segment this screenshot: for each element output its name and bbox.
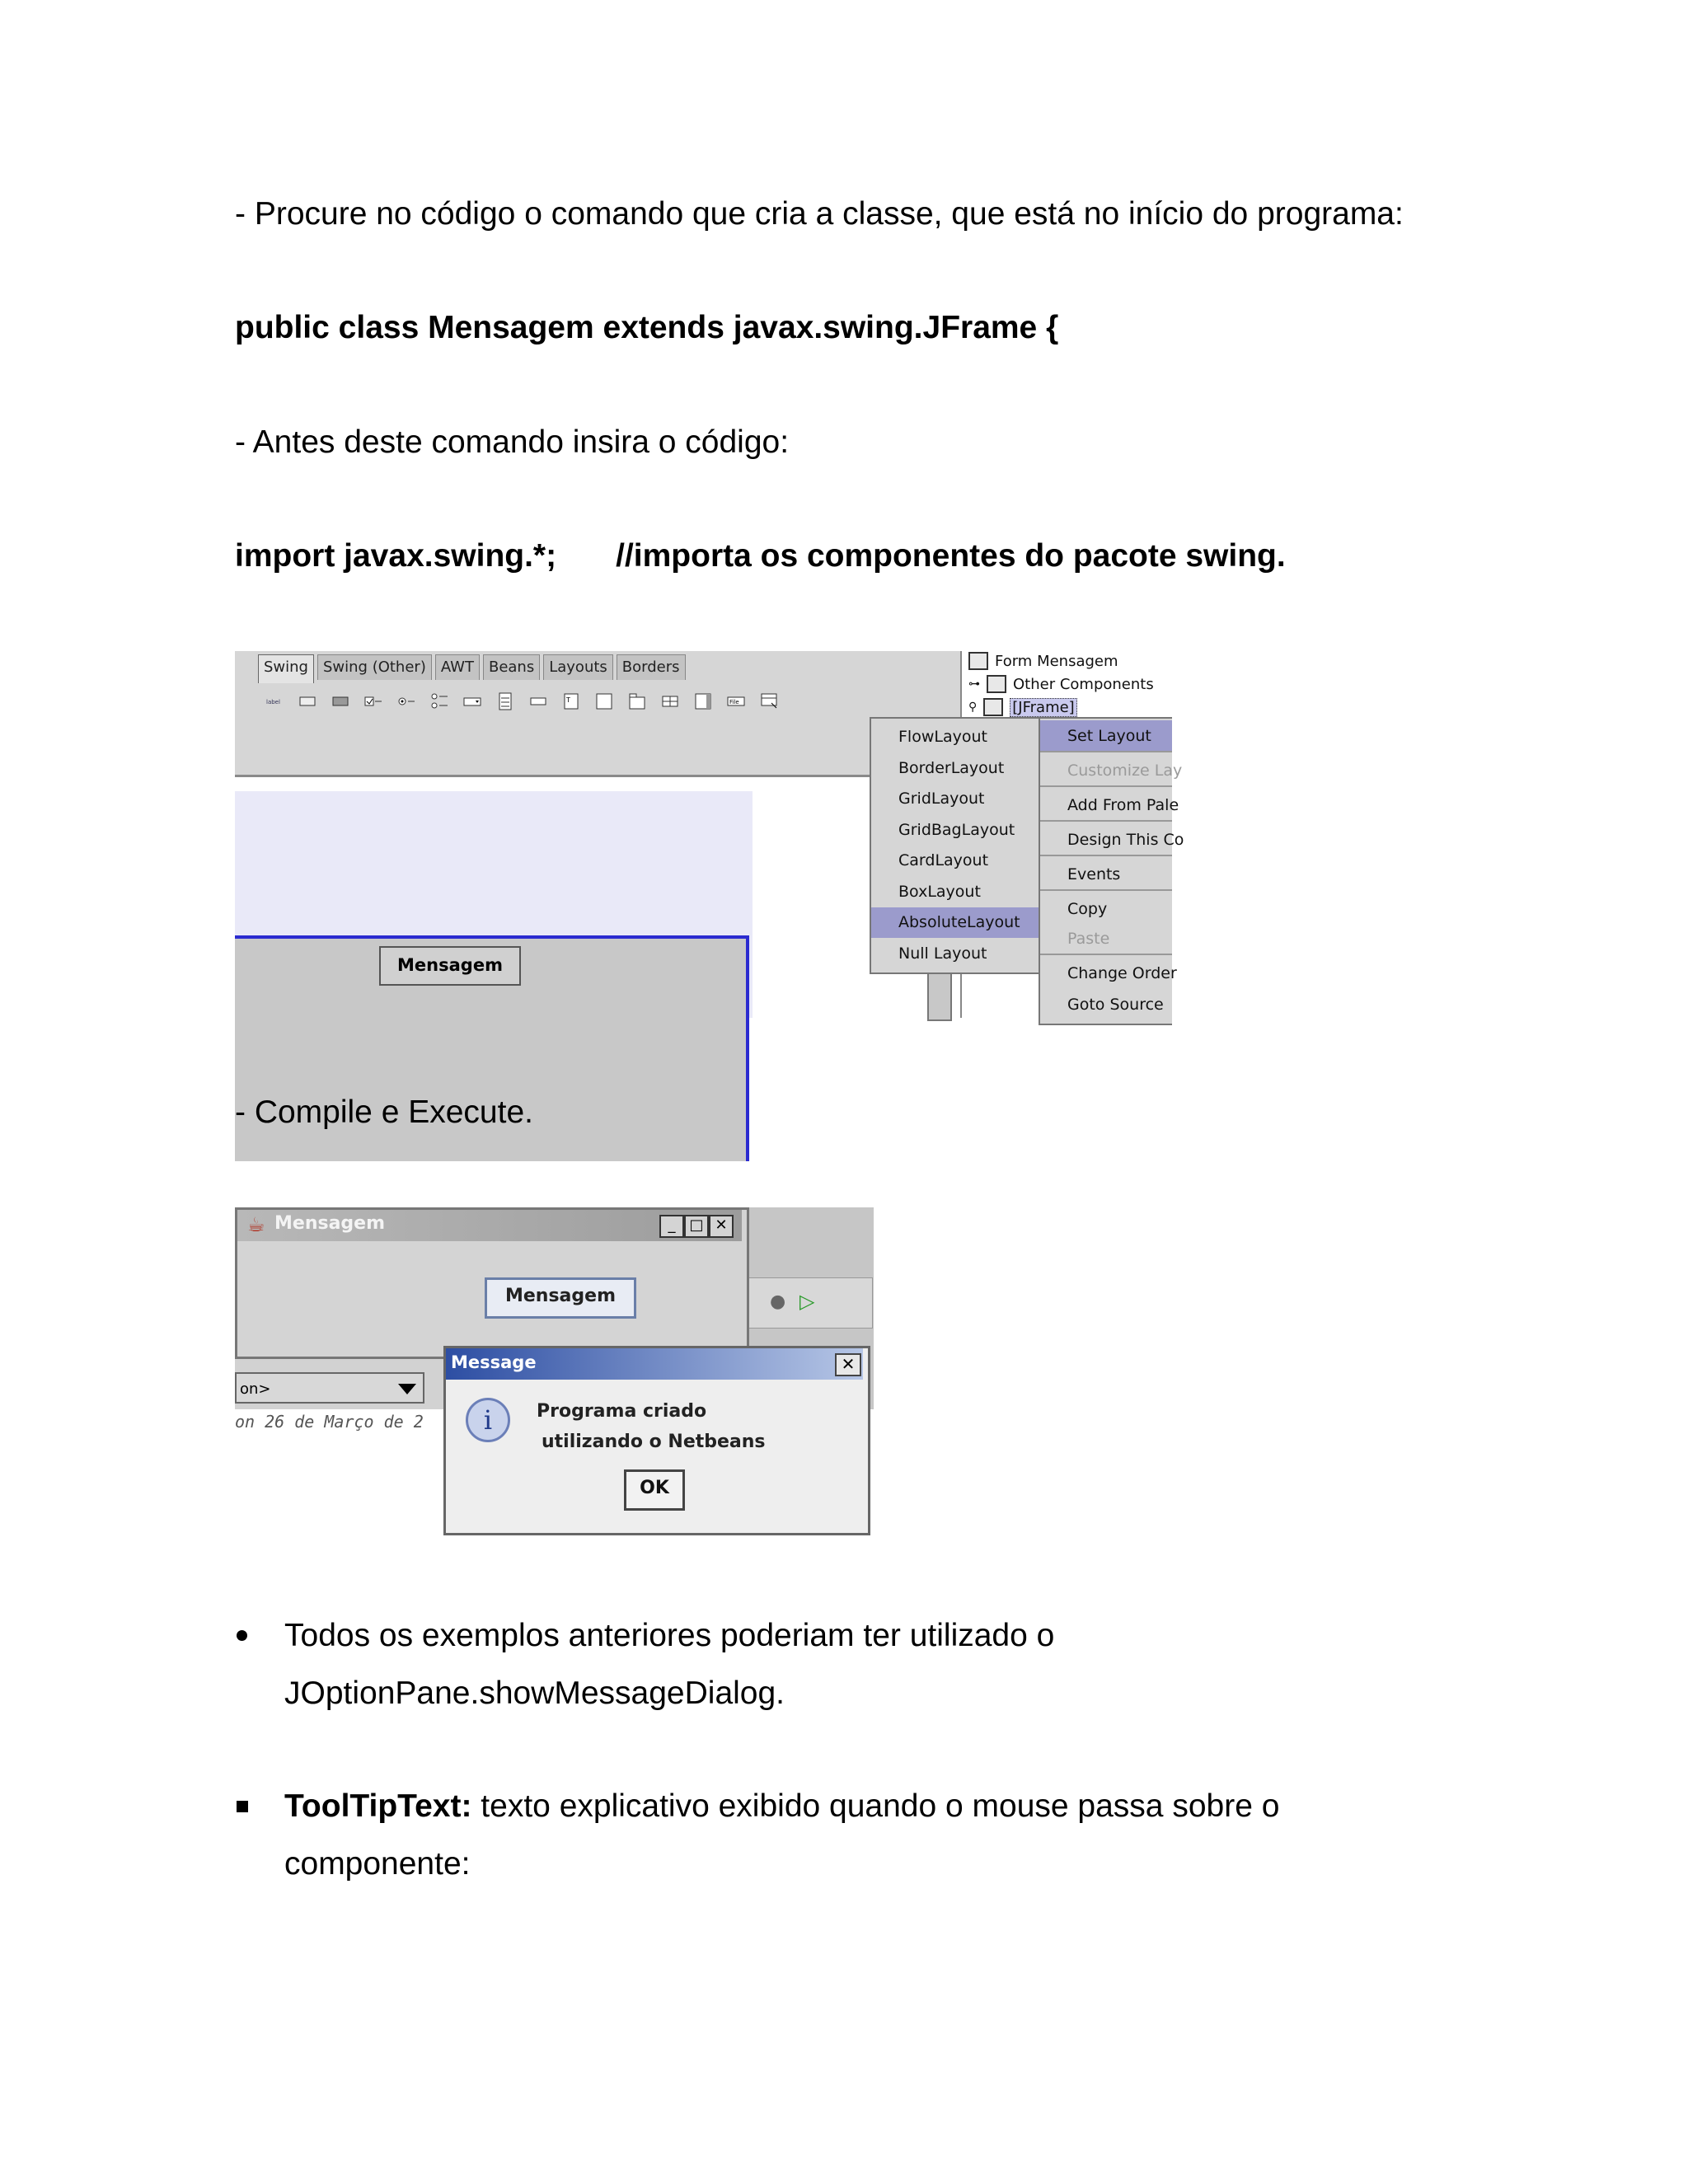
- dialog-message-line1: Programa criado: [537, 1401, 707, 1422]
- menu-separator: [1040, 820, 1172, 822]
- svg-text:label: label: [266, 699, 280, 705]
- code-import-statement: [235, 537, 1286, 576]
- menu-bar-tool-icon[interactable]: [758, 691, 780, 712]
- mensagem-button-design[interactable]: Mensagem: [379, 946, 521, 986]
- menu-separator: [1040, 954, 1172, 955]
- ide-toolbar: [748, 1277, 873, 1329]
- run-icon[interactable]: ▷: [799, 1290, 815, 1313]
- context-menu-item[interactable]: Events: [1067, 865, 1121, 883]
- combo-text: on>: [240, 1380, 271, 1398]
- minimize-icon[interactable]: _: [659, 1215, 684, 1238]
- layout-menu-item[interactable]: Null Layout: [898, 944, 987, 963]
- layout-submenu: [870, 717, 1041, 974]
- panel-tool-icon[interactable]: [593, 691, 615, 712]
- code-class-declaration: public class Mensagem extends javax.swing.JFrame {: [235, 310, 1059, 345]
- toggle-button-tool-icon[interactable]: [330, 691, 351, 712]
- dialog-title-bar[interactable]: [446, 1348, 863, 1380]
- tree-node-form[interactable]: [968, 651, 1118, 671]
- tree-node-other-components[interactable]: [968, 674, 1154, 694]
- info-icon: i: [466, 1398, 510, 1442]
- tooltiptext-term: ToolTipText:: [284, 1788, 472, 1824]
- mensagem-button[interactable]: Mensagem: [485, 1277, 636, 1319]
- bullet-dot-icon: [237, 1630, 247, 1641]
- combo-box-tool-icon[interactable]: [462, 691, 483, 712]
- tree-node-jframe[interactable]: [968, 697, 1077, 717]
- window-title: Mensagem: [274, 1213, 386, 1234]
- form-icon: [968, 652, 988, 670]
- menu-separator: [1040, 785, 1172, 787]
- palette-tab[interactable]: Layouts: [543, 654, 613, 680]
- debug-icon[interactable]: ●: [770, 1291, 786, 1312]
- message-dialog: [443, 1346, 870, 1535]
- button-group-tool-icon[interactable]: [429, 691, 450, 712]
- radio-button-tool-icon[interactable]: [396, 691, 417, 712]
- text-area-tool-icon[interactable]: [560, 691, 582, 712]
- context-menu: [1039, 717, 1184, 1025]
- layout-menu-item[interactable]: BoxLayout: [898, 882, 981, 901]
- tabbed-pane-tool-icon[interactable]: [626, 691, 648, 712]
- close-icon[interactable]: ✕: [709, 1215, 734, 1238]
- expand-key-icon: ⚲: [968, 701, 978, 714]
- running-app-screenshot: [235, 1207, 874, 1533]
- list-tool-icon[interactable]: [495, 691, 516, 712]
- palette-tab[interactable]: AWT: [435, 654, 480, 680]
- context-menu-item[interactable]: Set Layout: [1040, 720, 1172, 752]
- tooltiptext-description: texto explicativo exibido quando o mouse passa sobre o: [471, 1788, 1280, 1824]
- palette-tab[interactable]: Swing (Other): [317, 654, 432, 680]
- layout-menu-item[interactable]: CardLayout: [898, 851, 989, 869]
- text-field-tool-icon[interactable]: [528, 691, 549, 712]
- instruction-compile: - Compile e Execute.: [235, 1094, 533, 1130]
- tree-node-jframe-label: [JFrame]: [1010, 698, 1076, 717]
- palette-tab[interactable]: Swing: [258, 654, 314, 683]
- navigator-combo[interactable]: [235, 1372, 424, 1404]
- chevron-down-icon: [398, 1384, 416, 1394]
- svg-text:File: File: [729, 699, 739, 705]
- maximize-icon[interactable]: □: [684, 1215, 709, 1238]
- bullet-line-1: Todos os exemplos anteriores poderiam ter utilizado o: [284, 1618, 1055, 1653]
- context-menu-item[interactable]: Customize Lay: [1067, 762, 1183, 780]
- context-menu-item[interactable]: Add From Pale: [1067, 796, 1179, 814]
- source-comment-text: on 26 de Março de 2: [235, 1412, 424, 1432]
- context-menu-item[interactable]: Goto Source: [1067, 996, 1164, 1014]
- label-tool-icon[interactable]: [264, 691, 285, 712]
- scrollbar-fragment[interactable]: [927, 972, 952, 1021]
- layout-menu-item[interactable]: BorderLayout: [898, 758, 1005, 777]
- bullet-line-2: JOptionPane.showMessageDialog.: [284, 1675, 785, 1711]
- layout-menu-item[interactable]: GridBagLayout: [898, 820, 1015, 839]
- context-menu-item[interactable]: Paste: [1067, 930, 1110, 948]
- checkbox-tool-icon[interactable]: [363, 691, 384, 712]
- scroll-pane-tool-icon[interactable]: [692, 691, 714, 712]
- palette-tabs: [258, 654, 689, 682]
- window-title-bar[interactable]: [237, 1210, 742, 1241]
- tree-node-form-label: Form Mensagem: [995, 652, 1118, 670]
- instruction-find-class: - Procure no código o comando que cria a classe, que está no início do programa:: [235, 196, 1404, 232]
- file-chooser-tool-icon[interactable]: [725, 691, 747, 712]
- code-import-comment: //importa os componentes do pacote swing.: [616, 538, 1286, 574]
- instruction-insert-code: - Antes deste comando insira o código:: [235, 424, 790, 460]
- palette-tab[interactable]: Borders: [617, 654, 686, 680]
- palette-tools: [264, 691, 780, 712]
- components-icon: [987, 675, 1006, 693]
- dialog-message: [537, 1396, 766, 1457]
- layout-menu-item[interactable]: FlowLayout: [898, 728, 987, 746]
- component-palette: [235, 651, 960, 777]
- table-tool-icon[interactable]: [659, 691, 681, 712]
- mensagem-window: [235, 1207, 749, 1359]
- svg-text:T: T: [566, 696, 570, 704]
- tooltip-bullet-line-1: [284, 1778, 1279, 1835]
- menu-separator: [1040, 751, 1172, 752]
- close-icon[interactable]: ✕: [835, 1353, 861, 1376]
- netbeans-form-editor-screenshot: [235, 651, 1184, 1018]
- menu-separator: [1040, 889, 1172, 891]
- java-icon: ☕: [247, 1213, 265, 1236]
- context-menu-item[interactable]: Copy: [1067, 900, 1108, 918]
- dialog-title: Message: [451, 1352, 537, 1372]
- code-import: import javax.swing.*;: [235, 538, 557, 574]
- tooltip-bullet-line-2: componente:: [284, 1846, 471, 1882]
- expand-key-icon: ⊶: [968, 677, 980, 691]
- layout-menu-item[interactable]: GridLayout: [898, 790, 985, 808]
- tree-node-other-label: Other Components: [1013, 675, 1154, 693]
- context-menu-item[interactable]: Change Order: [1067, 964, 1177, 982]
- palette-tab[interactable]: Beans: [483, 654, 540, 680]
- dialog-message-line2: utilizando o Netbeans: [542, 1432, 766, 1452]
- layout-menu-item[interactable]: AbsoluteLayout: [871, 907, 1039, 938]
- context-menu-item[interactable]: Design This Co: [1067, 831, 1184, 849]
- button-tool-icon[interactable]: [297, 691, 318, 712]
- frame-icon: [983, 698, 1003, 716]
- bullet-square-icon: [237, 1801, 248, 1812]
- ok-button[interactable]: OK: [624, 1469, 685, 1511]
- menu-separator: [1040, 855, 1172, 856]
